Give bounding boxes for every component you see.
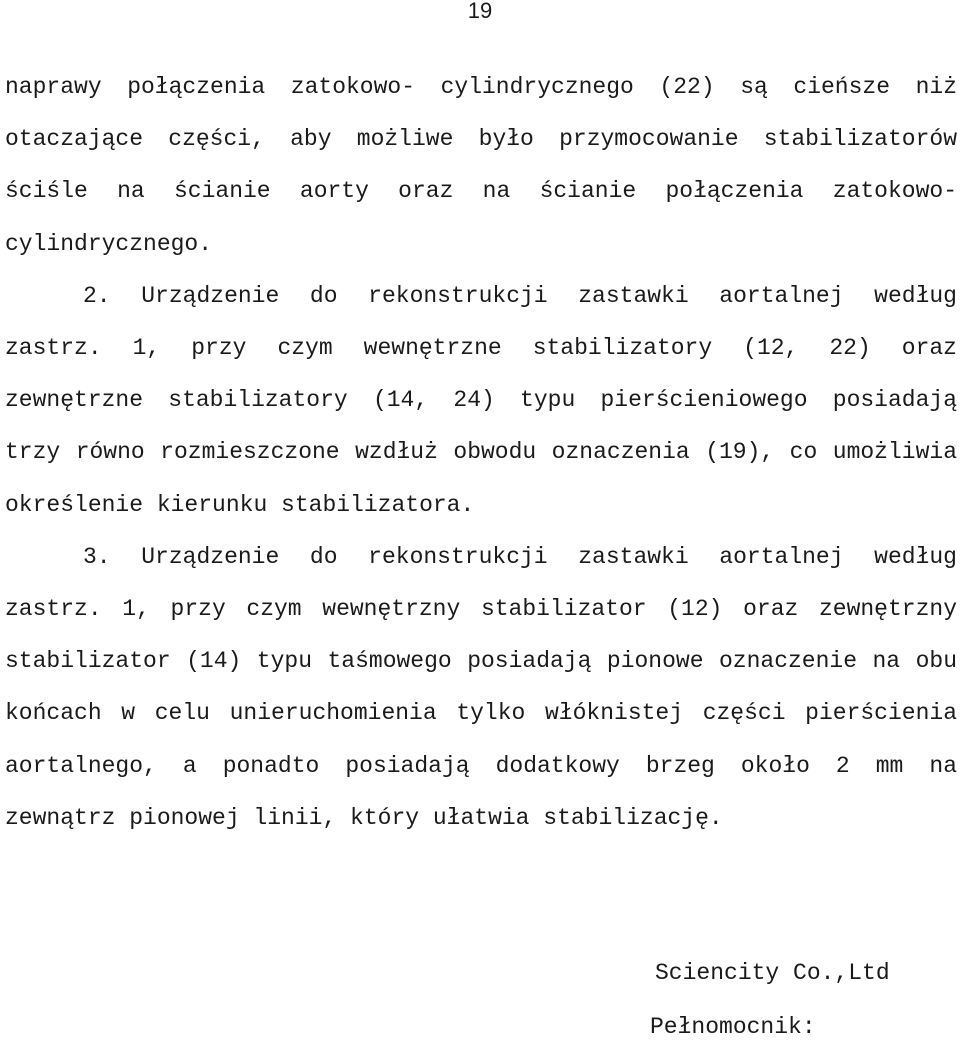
signature-company: Sciencity Co.,Ltd <box>655 960 890 986</box>
claim-continuation: naprawy połączenia zatokowo- cylindrycznego (22) są cieńsze niż otaczające części, aby możliwe było przymocowanie stabilizatorów ściśle na ścianie aorty oraz na ścianie połączenia zatokowo-cylindrycznego. <box>5 74 957 257</box>
claims-text <box>5 61 957 844</box>
claim-3: 3. Urządzenie do rekonstrukcji zastawki aortalnej według zastrz. 1, przy czym wewnętrzny stabilizator (12) oraz zewnętrzny stabilizator (14) typu taśmowego posiadają pionowe oznaczenie na obu końcach w celu unieruchomienia tylko włóknistej części pierścienia aortalnego, a ponadto posiadają dodatkowy brzeg około 2 mm na zewnątrz pionowej linii, który ułatwia stabilizację. <box>5 543 957 831</box>
signature-role: Pełnomocnik: <box>650 1014 816 1040</box>
claim-2: 2. Urządzenie do rekonstrukcji zastawki aortalnej według zastrz. 1, przy czym wewnętrzne stabilizatory (12, 22) oraz zewnętrzne stabilizatory (14, 24) typu pierścieniowego posiadają trzy równo rozmieszczone wzdłuż obwodu oznaczenia (19), co umożliwia określenie kierunku stabilizatora. <box>5 282 957 518</box>
page-number: 19 <box>467 0 493 23</box>
